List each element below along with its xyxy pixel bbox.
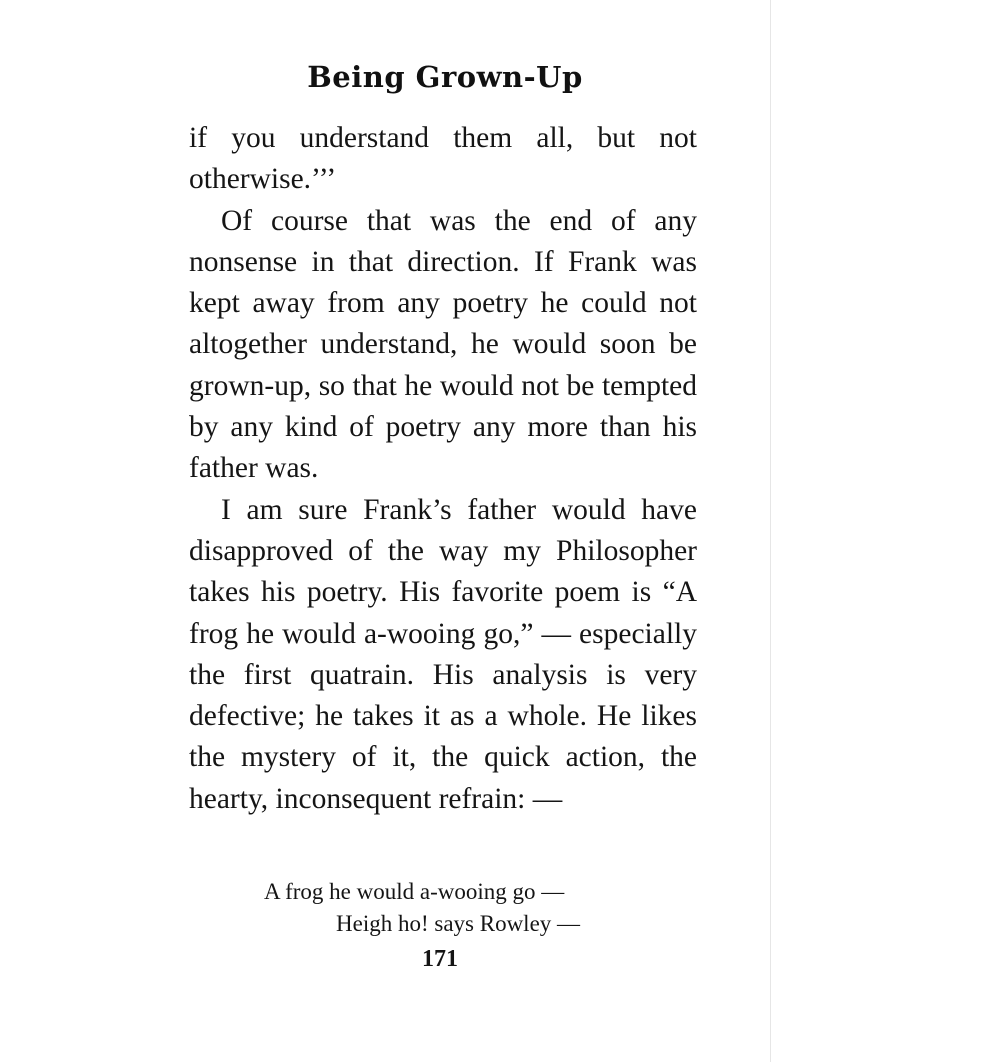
paragraph-continued: if you understand them all, but not otherwise.’’’ — [189, 122, 697, 196]
paragraph: I am sure Frank’s father would have disapproved of the way my Philosopher takes his poetry. His favorite poem is “A frog he would a-wooing go,” — especially the first quatrain. His analysis is very defective; he takes it as a whole. He likes the mystery of it, the quick action, the hearty, inconsequent refrain: — — [189, 493, 697, 815]
running-head: Being Grown-Up — [307, 60, 583, 94]
body-text — [189, 118, 697, 820]
verse-quote — [264, 876, 684, 940]
paragraph: Of course that was the end of any nonsense in that direction. If Frank was kept away from any poetry he could not altogether understand, he would soon be grown-up, so that he would not be tempted by any kind of poetry any more than his father was. — [189, 204, 697, 485]
verse-line: Heigh ho! says Rowley — — [336, 911, 581, 936]
verse-line: A frog he would a-wooing go — — [264, 879, 565, 904]
page-number: 171 — [422, 946, 458, 972]
page-edge — [770, 0, 771, 1062]
